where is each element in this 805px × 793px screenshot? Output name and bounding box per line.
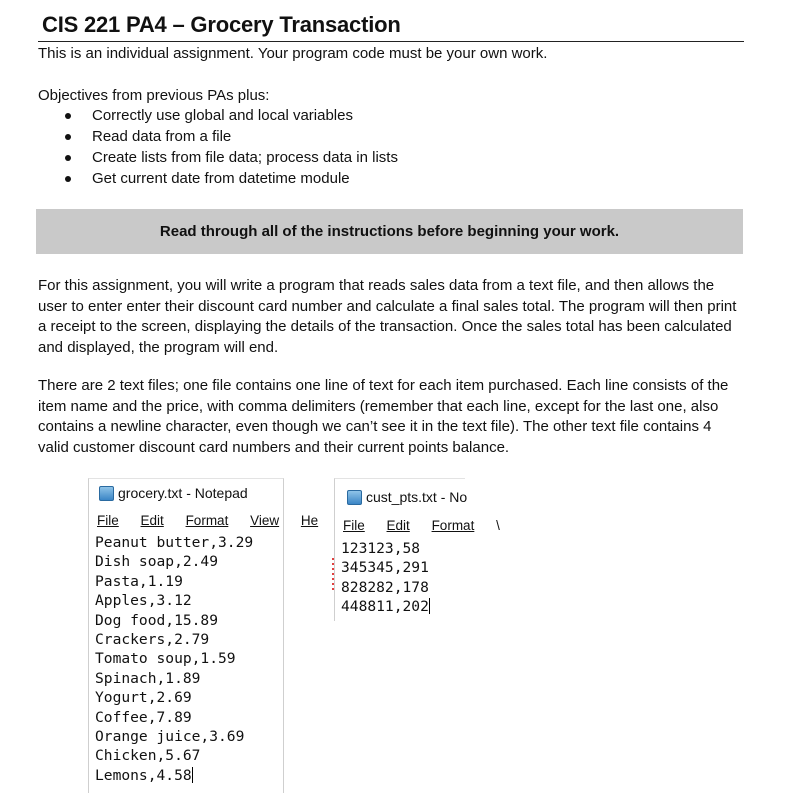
files-paragraph: There are 2 text files; one file contains one line of text for each item purchased. Each line consists of the item name and the price, with comma delimiters (remember that each line, except for the last one, also contains a newline character, even though we can’t see it in the text file). The other text file contains 4 valid customer discount card numbers and their current points balance. — [38, 377, 729, 456]
text-line: 123123,58 — [341, 540, 421, 557]
text-line: Pasta,1.19 — [95, 572, 183, 590]
text-line: Dog food,15.89 — [95, 611, 219, 629]
notepad-icon — [347, 490, 362, 505]
text-line: 345345,291 — [341, 559, 429, 577]
text-cursor — [192, 767, 193, 783]
text-line: Dish soap,2.49 — [95, 553, 219, 571]
bullet-icon — [65, 113, 71, 119]
objective-item: Get current date from datetime module — [38, 168, 398, 189]
cust-pts-text-content — [341, 539, 430, 617]
text-cursor — [429, 598, 430, 614]
objective-item: Correctly use global and local variables — [38, 105, 398, 126]
bullet-icon — [65, 176, 71, 182]
menu-file[interactable]: File — [343, 518, 365, 533]
notepad-menu-bar — [97, 513, 336, 528]
text-line: Yogurt,2.69 — [95, 689, 192, 707]
text-line: Chicken,5.67 — [95, 747, 201, 765]
objective-item: Read data from a file — [38, 126, 398, 147]
page-title: CIS 221 PA4 – Grocery Transaction — [42, 12, 401, 37]
text-line: Coffee,7.89 — [95, 708, 192, 726]
assignment-paragraph: For this assignment, you will write a program that reads sales data from a text file, and then allows the user to enter enter their discount card number and calculate a final sales total. The program will then print a receipt to the screen, displaying the details of the transaction. Once the sales total has been calculated and displayed, the program will end. — [38, 277, 737, 356]
notepad-title-bar: grocery.txt - Notepad — [99, 485, 248, 501]
text-line: Peanut butter,3.29 — [95, 534, 254, 551]
text-line: Spinach,1.89 — [95, 669, 201, 687]
menu-edit[interactable]: Edit — [140, 513, 164, 528]
text-line-last: 448811,202 — [341, 598, 429, 616]
menu-help[interactable]: He — [300, 513, 319, 528]
objective-item: Create lists from file data; process data in lists — [38, 147, 398, 168]
menu-format[interactable]: Format — [431, 518, 475, 533]
intro-text: This is an individual assignment. Your program code must be your own work. — [38, 45, 548, 62]
text-line: Apples,3.12 — [95, 592, 192, 610]
notepad-title-bar: cust_pts.txt - No — [347, 489, 467, 505]
menu-view[interactable]: \ — [496, 518, 500, 533]
menu-view[interactable]: View — [250, 513, 280, 528]
objectives-list — [38, 105, 398, 189]
cust-pts-notepad-window — [334, 478, 500, 621]
grocery-notepad-window — [88, 478, 319, 793]
notepad-icon — [99, 486, 114, 501]
text-line: Orange juice,3.69 — [95, 728, 245, 746]
grocery-text-content — [95, 533, 253, 785]
bullet-icon — [65, 155, 71, 161]
bullet-icon — [65, 134, 71, 140]
text-line: 828282,178 — [341, 578, 429, 596]
objectives-heading: Objectives from previous PAs plus: — [38, 87, 270, 104]
text-line: Tomato soup,1.59 — [95, 650, 236, 668]
notepad-menu-bar — [343, 518, 518, 533]
menu-file[interactable]: File — [97, 513, 119, 528]
instructions-banner: Read through all of the instructions before beginning your work. — [36, 209, 743, 254]
menu-edit[interactable]: Edit — [386, 518, 410, 533]
title-divider — [38, 41, 744, 42]
text-line: Crackers,2.79 — [95, 631, 210, 649]
text-line-last: Lemons,4.58 — [95, 766, 192, 784]
menu-format[interactable]: Format — [185, 513, 229, 528]
